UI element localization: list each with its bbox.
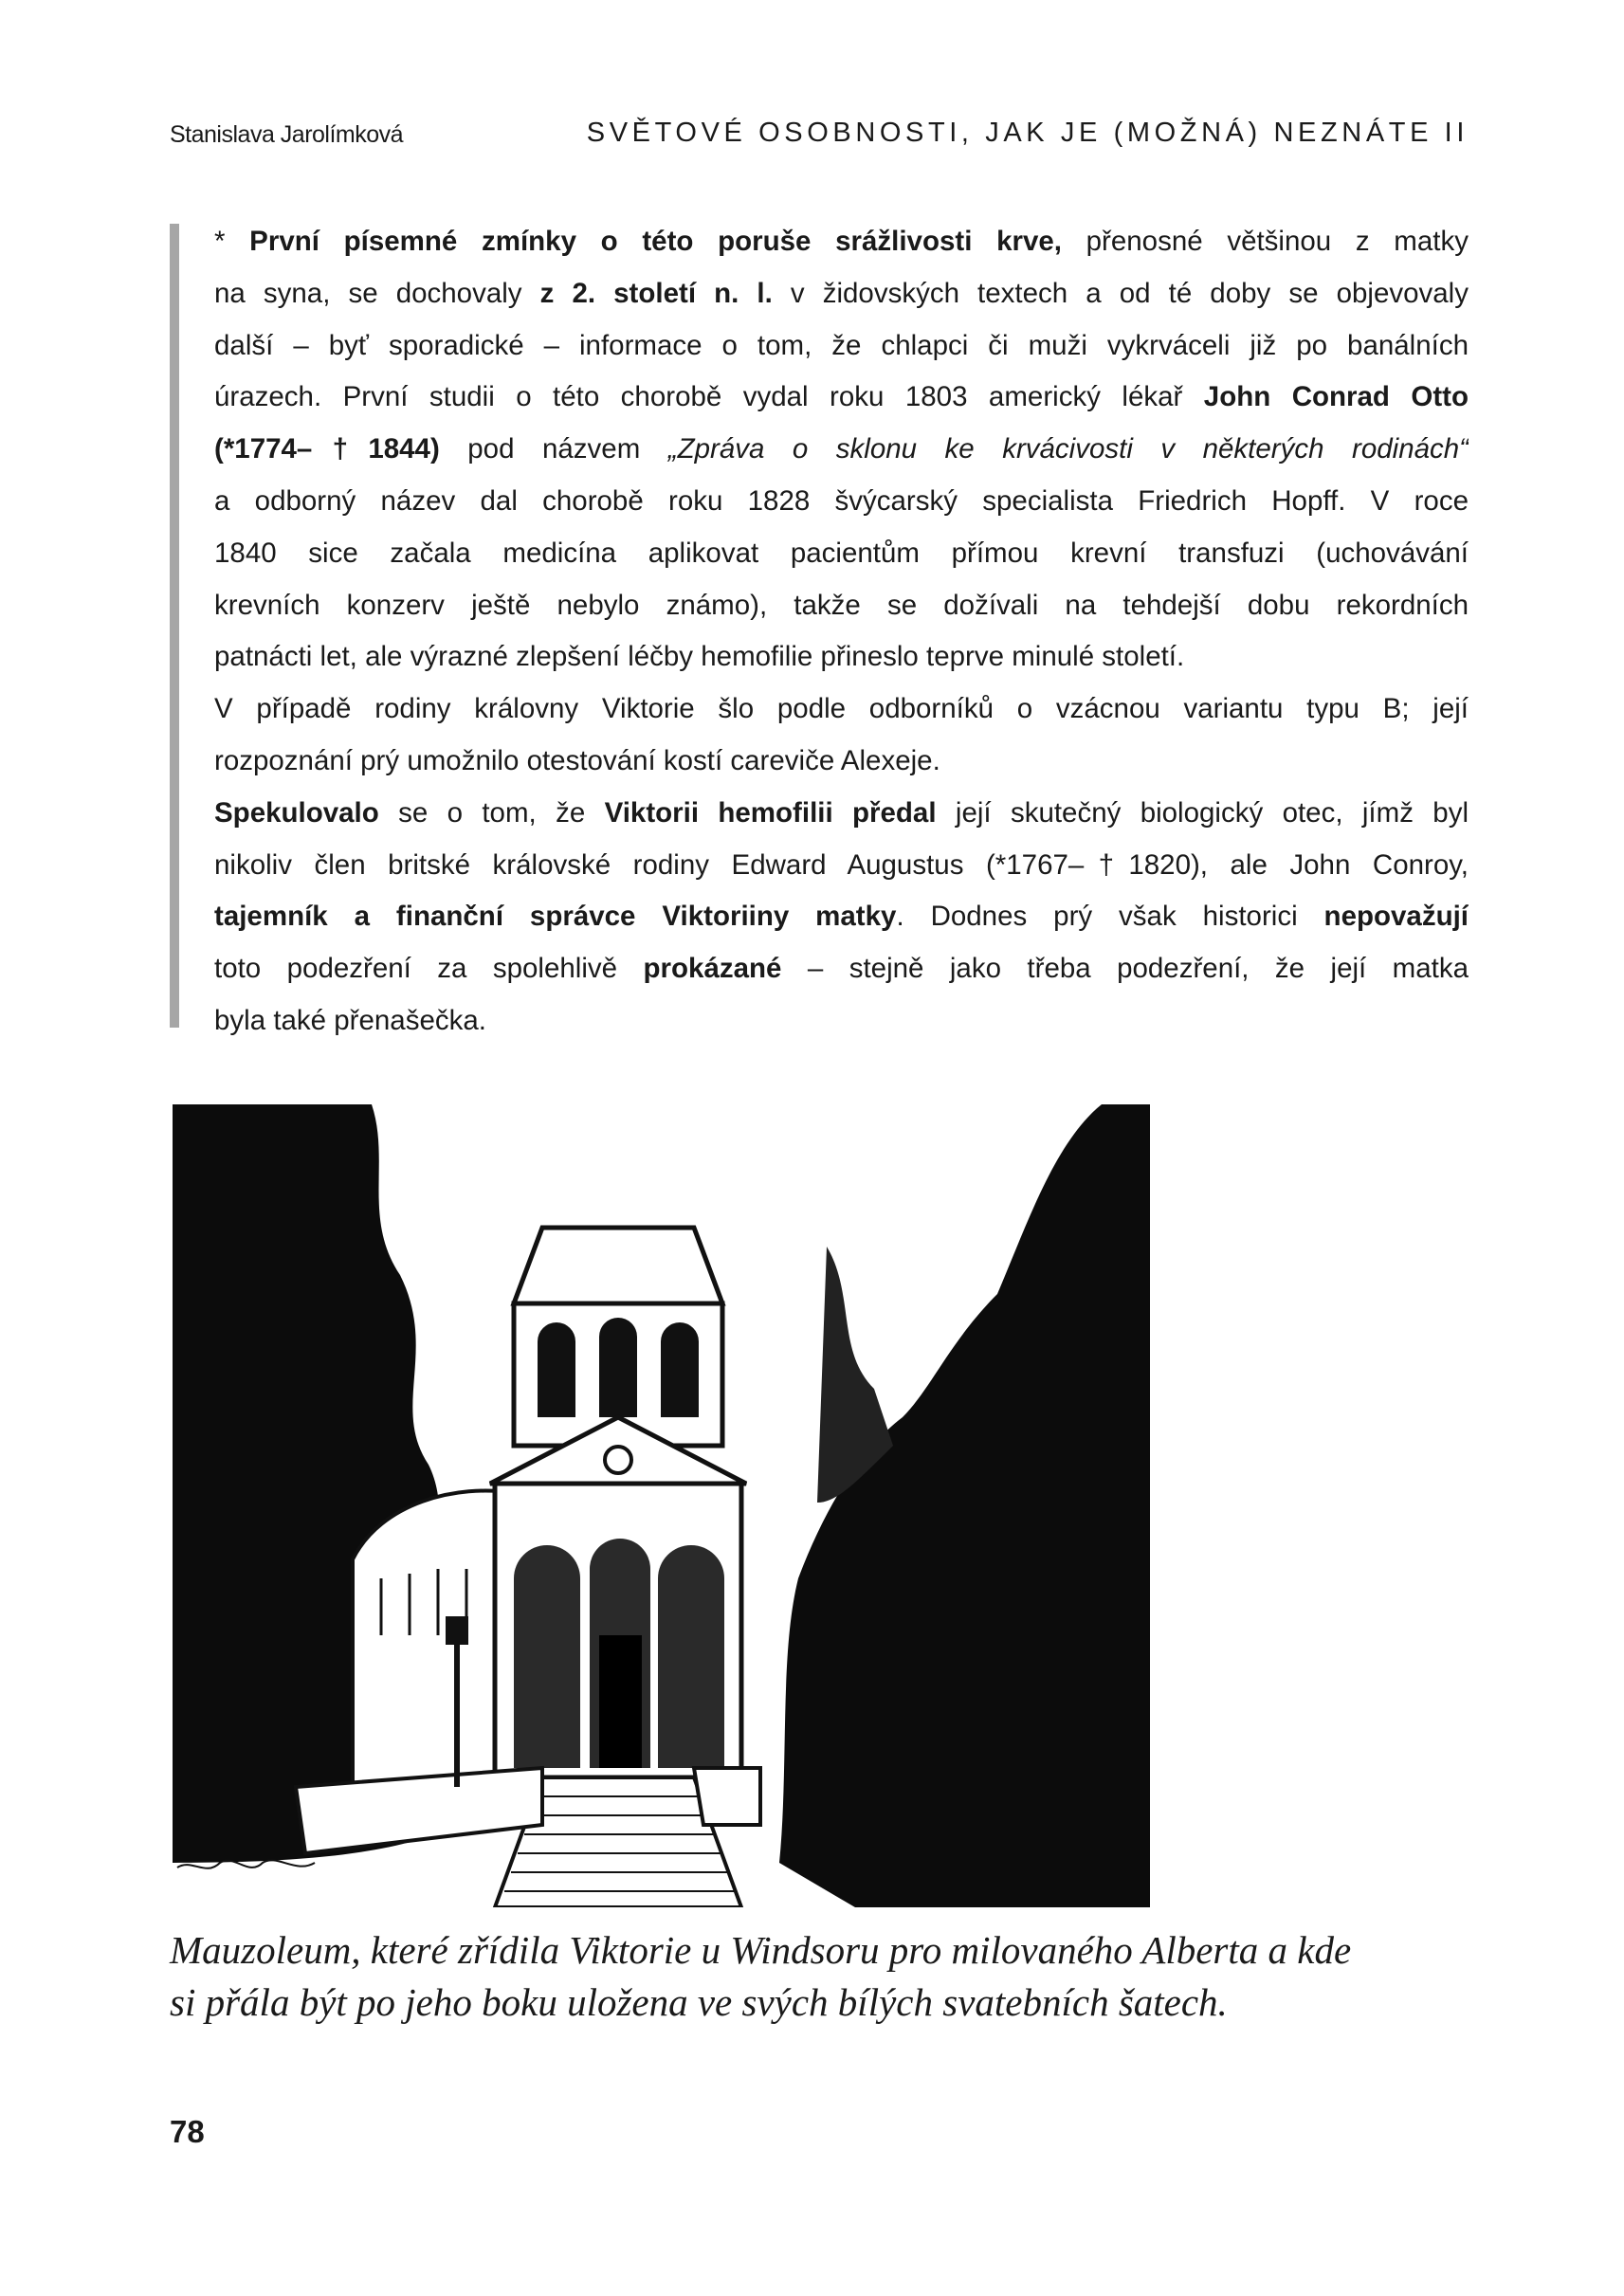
text-run: její skutečný biologický otec, jímž byl <box>936 796 1469 829</box>
text-line <box>214 995 1469 1048</box>
running-header-author: Stanislava Jarolímková <box>170 121 404 148</box>
text-run: v židovských textech a od té doby se objevovaly <box>772 277 1469 309</box>
text-line <box>214 683 1469 736</box>
text-run: byla také přenašečka. <box>214 1004 486 1036</box>
text-run: další – byť sporadické – informace o tom, že chlapci či muži vykrváceli již po banálních <box>214 329 1469 361</box>
bold-text: tajemník a finanční správce Viktoriiny matky <box>214 901 897 933</box>
mausoleum-illustration <box>173 1104 1150 1907</box>
sidebar-note-rule <box>170 224 179 1028</box>
text-line <box>214 840 1469 892</box>
caption-line: si přála být po jeho boku uložena ve svých bílých svatebních šatech. <box>170 1980 1228 2024</box>
text-run: se o tom, že <box>378 796 605 829</box>
text-run: nikoliv člen britské královské rodiny Edward Augustus (*1767–†1820), ale John Conroy, <box>214 848 1469 881</box>
bold-text: John Conrad Otto <box>1203 381 1469 413</box>
bold-text: z 2. století n. l. <box>539 277 773 309</box>
text-line <box>214 736 1469 788</box>
text-line <box>214 372 1469 424</box>
text-run: toto podezření za spolehlivě <box>214 953 644 985</box>
text-run: úrazech. První studii o této chorobě vydal roku 1803 americký lékař <box>214 381 1204 413</box>
text-line <box>214 943 1469 995</box>
text-run: 1840 sice začala medicína aplikovat pacientům přímou krevní transfuzi (uchovávání <box>214 537 1469 569</box>
bold-text: prokázané <box>643 953 782 985</box>
text-line <box>214 891 1469 943</box>
text-run: a odborný název dal chorobě roku 1828 švýcarský specialista Friedrich Hopff. V roce <box>214 484 1469 517</box>
bold-text: Spekulovalo <box>214 796 379 829</box>
text-run: na syna, se dochovaly <box>214 277 540 309</box>
text-run: pod názvem <box>439 433 668 465</box>
text-run: V případě rodiny královny Viktorie šlo podle odborníků o vzácnou variantu typu B; její <box>214 693 1469 725</box>
text-line <box>214 631 1469 683</box>
text-run: . Dodnes prý však historici <box>896 901 1324 933</box>
text-line <box>214 788 1469 840</box>
sidebar-note-text <box>214 216 1469 1048</box>
text-run: * <box>214 226 250 257</box>
italic-text: „Zpráva o sklonu ke krvácivosti v některých rodinách“ <box>667 433 1469 465</box>
bold-text: (*1774–†1844) <box>214 433 440 465</box>
caption-line: Mauzoleum, které zřídila Viktorie u Windsoru pro milovaného Alberta a kde <box>170 1928 1352 1972</box>
text-run: rozpoznání prý umožnilo otestování kostí careviče Alexeje. <box>214 744 940 776</box>
bold-text: nepovažují <box>1323 901 1469 933</box>
text-line <box>214 320 1469 373</box>
figure-caption <box>170 1924 1478 2029</box>
text-line <box>214 580 1469 632</box>
text-line <box>214 528 1469 580</box>
running-header-book-title: SVĚTOVÉ OSOBNOSTI, JAK JE (MOŽNÁ) NEZNÁTE II <box>586 118 1469 148</box>
bold-text: Viktorii hemofilii předal <box>604 796 937 829</box>
text-run: patnácti let, ale výrazné zlepšení léčby hemofilie přineslo teprve minulé století. <box>214 641 1185 673</box>
text-run: – stejně jako třeba podezření, že její matka <box>781 953 1469 985</box>
text-line <box>214 268 1469 320</box>
text-line <box>214 424 1469 476</box>
text-run: přenosné většinou z matky <box>1061 226 1469 257</box>
text-run: krevních konzerv ještě nebylo známo), takže se dožívali na tehdejší dobu rekordních <box>214 589 1469 621</box>
text-line <box>214 216 1469 268</box>
page-number: 78 <box>170 2114 205 2149</box>
text-line <box>214 476 1469 528</box>
bold-text: První písemné zmínky o této poruše srážlivosti krve, <box>249 226 1062 257</box>
